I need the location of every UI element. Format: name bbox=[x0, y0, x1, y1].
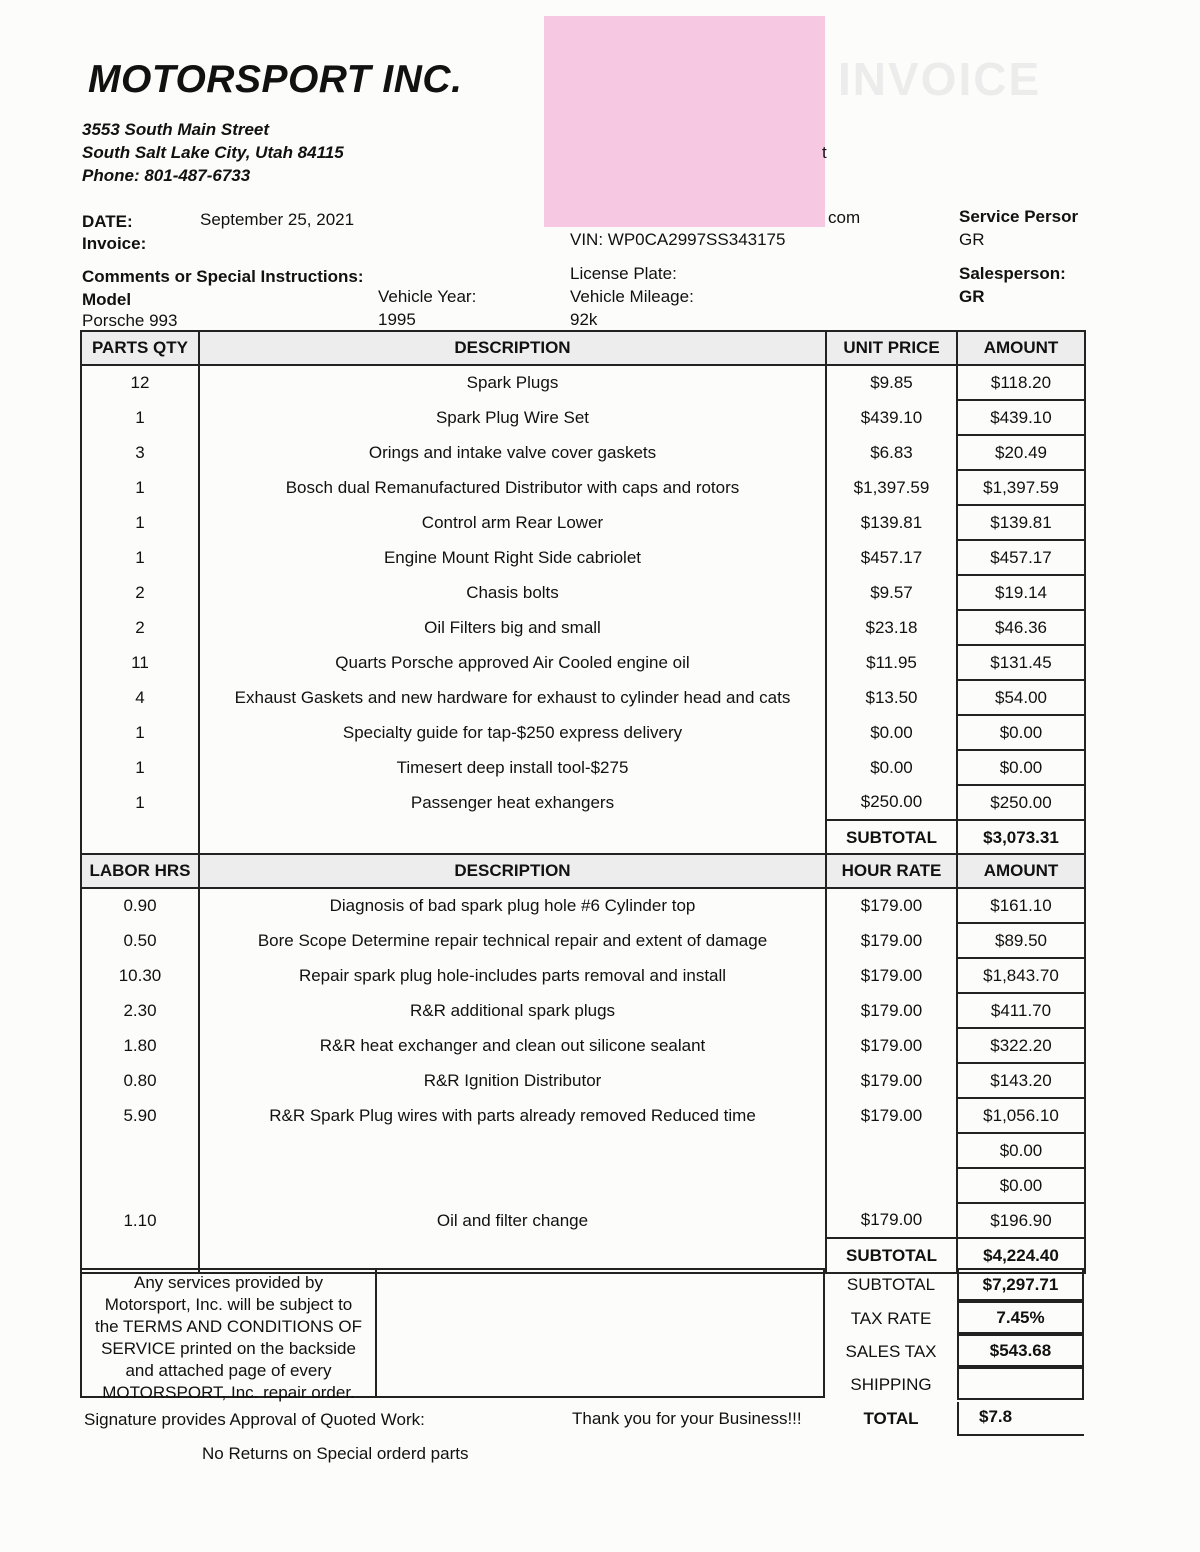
parts-row bbox=[81, 715, 1085, 750]
comments-label: Comments or Special Instructions: bbox=[82, 267, 364, 286]
labor-hrs-cell: 10.30 bbox=[81, 958, 199, 993]
company-name: MOTORSPORT INC. bbox=[88, 58, 463, 101]
labor-hrs-cell: 0.90 bbox=[81, 888, 199, 923]
parts-qty-cell: 4 bbox=[81, 680, 199, 715]
parts-qty-cell: 3 bbox=[81, 435, 199, 470]
labor-description-cell bbox=[199, 1133, 826, 1168]
shipping-value bbox=[957, 1367, 1084, 1400]
parts-row bbox=[81, 645, 1085, 680]
parts-price-cell: $11.95 bbox=[826, 645, 957, 680]
parts-description-cell: Orings and intake valve cover gaskets bbox=[199, 435, 826, 470]
labor-row bbox=[81, 888, 1085, 923]
terms-notice bbox=[80, 1268, 377, 1402]
labor-rate-cell: $179.00 bbox=[826, 1028, 957, 1063]
parts-amount-cell: $1,397.59 bbox=[957, 470, 1085, 505]
labor-amount-cell: $196.90 bbox=[957, 1203, 1085, 1238]
labor-rate-cell: $179.00 bbox=[826, 1098, 957, 1133]
parts-table bbox=[80, 330, 1086, 856]
parts-subtotal-blank-desc bbox=[199, 820, 826, 855]
terms-line: the TERMS AND CONDITIONS OF bbox=[94, 1317, 362, 1336]
parts-amount-cell: $250.00 bbox=[957, 785, 1085, 820]
sales-tax-label: SALES TAX bbox=[845, 1342, 937, 1361]
salesperson-value: GR bbox=[959, 287, 985, 306]
total-label: TOTAL bbox=[863, 1409, 919, 1428]
labor-amount-cell: $143.20 bbox=[957, 1063, 1085, 1098]
mileage-label: Vehicle Mileage: bbox=[570, 287, 694, 306]
labor-rate-cell bbox=[826, 1168, 957, 1203]
parts-rows bbox=[81, 365, 1085, 820]
parts-row bbox=[81, 680, 1085, 715]
labor-row bbox=[81, 1063, 1085, 1098]
parts-row bbox=[81, 750, 1085, 785]
parts-description-cell: Engine Mount Right Side cabriolet bbox=[199, 540, 826, 575]
labor-rate-cell: $179.00 bbox=[826, 888, 957, 923]
company-city: South Salt Lake City, Utah 84115 bbox=[82, 143, 344, 162]
labor-hrs-cell bbox=[81, 1133, 199, 1168]
parts-price-cell: $250.00 bbox=[826, 785, 957, 820]
labor-row bbox=[81, 1203, 1085, 1238]
shipping-label: SHIPPING bbox=[850, 1375, 932, 1394]
parts-qty-cell: 1 bbox=[81, 505, 199, 540]
parts-row bbox=[81, 785, 1085, 820]
parts-price-cell: $439.10 bbox=[826, 400, 957, 435]
company-phone: Phone: 801-487-6733 bbox=[82, 166, 251, 185]
parts-description-cell: Bosch dual Remanufactured Distributor with caps and rotors bbox=[199, 470, 826, 505]
parts-subtotal-value: $3,073.31 bbox=[957, 820, 1085, 855]
vehicle-year-value: 1995 bbox=[378, 310, 416, 329]
parts-description-cell: Spark Plugs bbox=[199, 365, 826, 400]
service-person-label: Service Persor bbox=[959, 207, 1079, 226]
labor-amount-cell: $161.10 bbox=[957, 888, 1085, 923]
parts-qty-cell: 1 bbox=[81, 785, 199, 820]
parts-amount-cell: $118.20 bbox=[957, 365, 1085, 400]
parts-subtotal-label: SUBTOTAL bbox=[826, 820, 957, 855]
labor-description-cell: Repair spark plug hole-includes parts removal and install bbox=[199, 958, 826, 993]
summary-subtotal-label: SUBTOTAL bbox=[846, 1275, 936, 1294]
license-plate-label: License Plate: bbox=[570, 264, 677, 283]
parts-description-header: DESCRIPTION bbox=[199, 331, 826, 365]
labor-description-cell: Diagnosis of bad spark plug hole #6 Cylinder top bbox=[199, 888, 826, 923]
parts-price-cell: $457.17 bbox=[826, 540, 957, 575]
model-value: Porsche 993 bbox=[82, 311, 178, 330]
labor-amount-cell: $0.00 bbox=[957, 1133, 1085, 1168]
date-value: September 25, 2021 bbox=[200, 210, 355, 229]
parts-price-cell: $0.00 bbox=[826, 715, 957, 750]
labor-description-cell: Oil and filter change bbox=[199, 1203, 826, 1238]
summary-subtotal-value: $7,297.71 bbox=[957, 1268, 1084, 1301]
parts-price-cell: $139.81 bbox=[826, 505, 957, 540]
labor-amount-cell: $411.70 bbox=[957, 993, 1085, 1028]
labor-amount-cell: $322.20 bbox=[957, 1028, 1085, 1063]
mileage-value: 92k bbox=[570, 310, 598, 329]
terms-line: and attached page of every bbox=[125, 1361, 332, 1380]
parts-price-cell: $13.50 bbox=[826, 680, 957, 715]
terms-line: SERVICE printed on the backside bbox=[101, 1339, 356, 1358]
parts-amount-cell: $439.10 bbox=[957, 400, 1085, 435]
parts-price-cell: $0.00 bbox=[826, 750, 957, 785]
labor-row bbox=[81, 1133, 1085, 1168]
parts-row bbox=[81, 470, 1085, 505]
labor-rows bbox=[81, 888, 1085, 1238]
parts-price-cell: $23.18 bbox=[826, 610, 957, 645]
parts-price-cell: $9.57 bbox=[826, 575, 957, 610]
parts-qty-cell: 1 bbox=[81, 750, 199, 785]
labor-description-cell: R&R Ignition Distributor bbox=[199, 1063, 826, 1098]
parts-price-cell: $6.83 bbox=[826, 435, 957, 470]
parts-row bbox=[81, 575, 1085, 610]
redacted-fragment-com: com bbox=[828, 208, 861, 227]
labor-header-row bbox=[81, 854, 1085, 888]
service-person-value: GR bbox=[959, 230, 985, 249]
parts-description-cell: Exhaust Gaskets and new hardware for exhaust to cylinder head and cats bbox=[199, 680, 826, 715]
model-label: Model bbox=[82, 290, 132, 309]
parts-description-cell: Oil Filters big and small bbox=[199, 610, 826, 645]
salesperson-label: Salesperson: bbox=[959, 264, 1066, 283]
invoice-title: INVOICE bbox=[838, 53, 1042, 105]
parts-amount-cell: $54.00 bbox=[957, 680, 1085, 715]
parts-description-cell: Control arm Rear Lower bbox=[199, 505, 826, 540]
parts-qty-cell: 12 bbox=[81, 365, 199, 400]
labor-rate-cell: $179.00 bbox=[826, 1203, 957, 1238]
parts-qty-cell: 11 bbox=[81, 645, 199, 680]
labor-amount-cell: $89.50 bbox=[957, 923, 1085, 958]
labor-hrs-cell: 0.80 bbox=[81, 1063, 199, 1098]
redacted-fragment-t: t bbox=[822, 143, 827, 162]
parts-qty-cell: 1 bbox=[81, 400, 199, 435]
labor-description-header: DESCRIPTION bbox=[199, 854, 826, 888]
tax-rate-value: 7.45% bbox=[957, 1301, 1084, 1334]
tax-rate-label: TAX RATE bbox=[850, 1309, 932, 1328]
labor-hrs-header: LABOR HRS bbox=[81, 854, 199, 888]
labor-rate-cell: $179.00 bbox=[826, 993, 957, 1028]
labor-row bbox=[81, 958, 1085, 993]
labor-description-cell bbox=[199, 1168, 826, 1203]
parts-description-cell: Timesert deep install tool-$275 bbox=[199, 750, 826, 785]
parts-row bbox=[81, 435, 1085, 470]
date-label: DATE: bbox=[82, 212, 133, 231]
invoice-number-label: Invoice: bbox=[82, 234, 147, 253]
parts-amount-cell: $46.36 bbox=[957, 610, 1085, 645]
vehicle-year-label: Vehicle Year: bbox=[378, 287, 477, 306]
parts-amount-cell: $0.00 bbox=[957, 715, 1085, 750]
total-value: $7.8 bbox=[957, 1402, 1084, 1436]
parts-description-cell: Quarts Porsche approved Air Cooled engine oil bbox=[199, 645, 826, 680]
labor-row bbox=[81, 1028, 1085, 1063]
parts-qty-header: PARTS QTY bbox=[81, 331, 199, 365]
blank-notes-box bbox=[377, 1268, 825, 1398]
labor-row bbox=[81, 1168, 1085, 1203]
parts-qty-cell: 1 bbox=[81, 715, 199, 750]
parts-row bbox=[81, 505, 1085, 540]
signature-line: Signature provides Approval of Quoted Work: bbox=[84, 1410, 425, 1429]
parts-description-cell: Chasis bolts bbox=[199, 575, 826, 610]
thank-you: Thank you for your Business!!! bbox=[572, 1409, 802, 1428]
labor-rate-cell: $179.00 bbox=[826, 923, 957, 958]
parts-amount-cell: $131.45 bbox=[957, 645, 1085, 680]
parts-qty-cell: 2 bbox=[81, 575, 199, 610]
parts-qty-cell: 2 bbox=[81, 610, 199, 645]
labor-row bbox=[81, 923, 1085, 958]
parts-description-cell: Passenger heat exhangers bbox=[199, 785, 826, 820]
labor-hrs-cell: 0.50 bbox=[81, 923, 199, 958]
labor-rate-cell: $179.00 bbox=[826, 1063, 957, 1098]
parts-amount-header: AMOUNT bbox=[957, 331, 1085, 365]
labor-hrs-cell: 5.90 bbox=[81, 1098, 199, 1133]
terms-line: Any services provided by bbox=[134, 1273, 323, 1292]
labor-rate-cell bbox=[826, 1133, 957, 1168]
parts-description-cell: Specialty guide for tap-$250 express delivery bbox=[199, 715, 826, 750]
labor-row bbox=[81, 1098, 1085, 1133]
hour-rate-header: HOUR RATE bbox=[826, 854, 957, 888]
parts-price-cell: $9.85 bbox=[826, 365, 957, 400]
no-returns-note: No Returns on Special orderd parts bbox=[202, 1444, 469, 1463]
labor-amount-cell: $0.00 bbox=[957, 1168, 1085, 1203]
company-street: 3553 South Main Street bbox=[82, 120, 270, 139]
labor-amount-header: AMOUNT bbox=[957, 854, 1085, 888]
parts-subtotal-blank bbox=[81, 820, 199, 855]
labor-subtotal-value: $4,224.40 bbox=[957, 1238, 1085, 1273]
labor-rate-cell: $179.00 bbox=[826, 958, 957, 993]
parts-row bbox=[81, 400, 1085, 435]
parts-amount-cell: $20.49 bbox=[957, 435, 1085, 470]
labor-hrs-cell: 2.30 bbox=[81, 993, 199, 1028]
unit-price-header: UNIT PRICE bbox=[826, 331, 957, 365]
parts-amount-cell: $139.81 bbox=[957, 505, 1085, 540]
labor-description-cell: R&R additional spark plugs bbox=[199, 993, 826, 1028]
parts-description-cell: Spark Plug Wire Set bbox=[199, 400, 826, 435]
parts-amount-cell: $0.00 bbox=[957, 750, 1085, 785]
sales-tax-value: $543.68 bbox=[957, 1334, 1084, 1367]
parts-row bbox=[81, 365, 1085, 400]
parts-header-row bbox=[81, 331, 1085, 365]
labor-description-cell: R&R Spark Plug wires with parts already removed Reduced time bbox=[199, 1098, 826, 1133]
labor-table bbox=[80, 853, 1086, 1274]
vin: VIN: WP0CA2997SS343175 bbox=[570, 230, 786, 249]
parts-row bbox=[81, 540, 1085, 575]
parts-qty-cell: 1 bbox=[81, 540, 199, 575]
terms-line: MOTORSPORT, Inc. repair order. bbox=[102, 1383, 355, 1402]
parts-amount-cell: $457.17 bbox=[957, 540, 1085, 575]
parts-qty-cell: 1 bbox=[81, 470, 199, 505]
labor-row bbox=[81, 993, 1085, 1028]
labor-hrs-cell bbox=[81, 1168, 199, 1203]
redaction-block bbox=[544, 16, 825, 227]
labor-amount-cell: $1,843.70 bbox=[957, 958, 1085, 993]
parts-price-cell: $1,397.59 bbox=[826, 470, 957, 505]
labor-description-cell: Bore Scope Determine repair technical repair and extent of damage bbox=[199, 923, 826, 958]
parts-subtotal-row bbox=[81, 820, 1085, 855]
terms-line: Motorsport, Inc. will be subject to bbox=[104, 1295, 353, 1314]
parts-row bbox=[81, 610, 1085, 645]
labor-description-cell: R&R heat exchanger and clean out silicone sealant bbox=[199, 1028, 826, 1063]
parts-amount-cell: $19.14 bbox=[957, 575, 1085, 610]
labor-hrs-cell: 1.10 bbox=[81, 1203, 199, 1238]
labor-amount-cell: $1,056.10 bbox=[957, 1098, 1085, 1133]
labor-subtotal-label: SUBTOTAL bbox=[826, 1238, 957, 1273]
labor-hrs-cell: 1.80 bbox=[81, 1028, 199, 1063]
